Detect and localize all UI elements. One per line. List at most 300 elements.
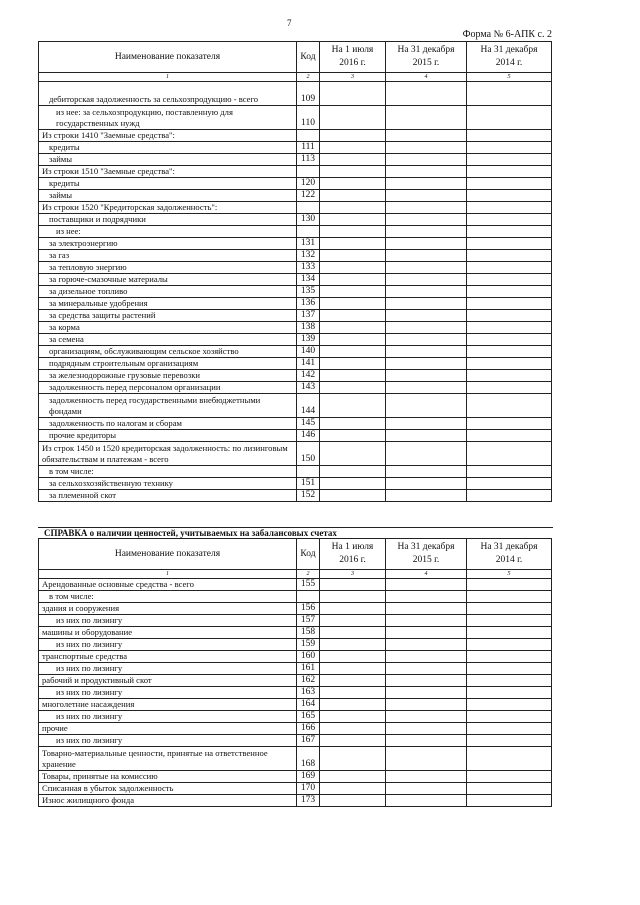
row-code: 166: [297, 723, 320, 735]
value-cell[interactable]: [386, 262, 467, 274]
row-label: машины и оборудование: [39, 627, 297, 639]
value-cell[interactable]: [386, 310, 467, 322]
value-cell[interactable]: [320, 478, 386, 490]
row-label: в том числе:: [39, 591, 297, 603]
value-cell[interactable]: [386, 214, 467, 226]
table-row: [39, 687, 552, 699]
value-cell[interactable]: [320, 687, 386, 699]
value-cell[interactable]: [320, 274, 386, 286]
value-cell[interactable]: [467, 603, 552, 615]
col-number-3: 3: [320, 570, 386, 579]
table-row: [39, 82, 552, 106]
value-cell[interactable]: [467, 466, 552, 478]
table-row: [39, 579, 552, 591]
value-cell[interactable]: [320, 747, 386, 771]
value-cell[interactable]: [386, 442, 467, 466]
off-balance-table: [38, 538, 552, 807]
value-cell[interactable]: [467, 771, 552, 783]
value-cell[interactable]: [467, 190, 552, 202]
value-cell[interactable]: [386, 274, 467, 286]
row-code: 110: [297, 106, 320, 130]
row-label: за горюче-смазочные материалы: [39, 274, 297, 286]
row-label: прочие кредиторы: [39, 430, 297, 442]
value-cell[interactable]: [386, 394, 467, 418]
row-code: 159: [297, 639, 320, 651]
value-cell[interactable]: [467, 382, 552, 394]
value-cell[interactable]: [320, 286, 386, 298]
value-cell[interactable]: [320, 190, 386, 202]
value-cell[interactable]: [386, 202, 467, 214]
row-label: организациям, обслуживающим сельское хозяйство: [39, 346, 297, 358]
table-row: [39, 627, 552, 639]
row-code: 133: [297, 262, 320, 274]
table-row: [39, 723, 552, 735]
value-cell[interactable]: [320, 346, 386, 358]
value-cell[interactable]: [386, 723, 467, 735]
value-cell[interactable]: [467, 238, 552, 250]
row-label: за железнодорожные грузовые перевозки: [39, 370, 297, 382]
value-cell[interactable]: [467, 579, 552, 591]
row-code: 170: [297, 783, 320, 795]
value-cell[interactable]: [320, 615, 386, 627]
col-number-3: 3: [320, 73, 386, 82]
row-label: дебиторская задолженность за сельхозпродукцию - всего: [39, 82, 297, 106]
value-cell[interactable]: [386, 226, 467, 238]
value-cell[interactable]: [320, 394, 386, 418]
value-cell[interactable]: [467, 106, 552, 130]
row-code: [297, 130, 320, 142]
value-cell[interactable]: [467, 310, 552, 322]
value-cell[interactable]: [386, 346, 467, 358]
value-cell[interactable]: [386, 591, 467, 603]
col-number-2: 2: [297, 570, 320, 579]
table-row: [39, 783, 552, 795]
value-cell[interactable]: [320, 771, 386, 783]
value-cell[interactable]: [386, 615, 467, 627]
row-label: рабочий и продуктивный скот: [39, 675, 297, 687]
row-label: из нее: за сельхозпродукцию, поставленную для государственных нужд: [39, 106, 297, 130]
row-label: Из строк 1450 и 1520 кредиторская задолженность: по лизинговым обязательствам и платежам - всего: [39, 442, 297, 466]
value-cell[interactable]: [467, 699, 552, 711]
value-cell[interactable]: [320, 82, 386, 106]
indicators-table: [38, 41, 552, 502]
row-code: 150: [297, 442, 320, 466]
table-row: [39, 478, 552, 490]
value-cell[interactable]: [320, 202, 386, 214]
row-code: 132: [297, 250, 320, 262]
value-cell[interactable]: [320, 490, 386, 502]
value-cell[interactable]: [386, 771, 467, 783]
value-cell[interactable]: [386, 178, 467, 190]
row-code: 167: [297, 735, 320, 747]
table-row: [39, 603, 552, 615]
table-row: [39, 106, 552, 130]
col-number-5: 5: [467, 73, 552, 82]
row-label: Из строки 1520 "Кредиторская задолженность":: [39, 202, 297, 214]
row-label: задолженность перед персоналом организации: [39, 382, 297, 394]
table-row: [39, 747, 552, 771]
value-cell[interactable]: [386, 418, 467, 430]
header-name: Наименование показателя: [39, 42, 297, 73]
table-row: [39, 358, 552, 370]
row-label: в том числе:: [39, 466, 297, 478]
value-cell[interactable]: [467, 226, 552, 238]
value-cell[interactable]: [386, 711, 467, 723]
header-col-1: На 1 июля 2016 г.: [320, 539, 386, 570]
value-cell[interactable]: [386, 334, 467, 346]
value-cell[interactable]: [467, 274, 552, 286]
row-label: за минеральные удобрения: [39, 298, 297, 310]
row-label: за тепловую энергию: [39, 262, 297, 274]
row-code: 142: [297, 370, 320, 382]
value-cell[interactable]: [467, 166, 552, 178]
row-label: за средства защиты растений: [39, 310, 297, 322]
value-cell[interactable]: [320, 603, 386, 615]
value-cell[interactable]: [386, 663, 467, 675]
value-cell[interactable]: [320, 226, 386, 238]
row-label: Износ жилищного фонда: [39, 795, 297, 807]
value-cell[interactable]: [320, 106, 386, 130]
row-code: 109: [297, 82, 320, 106]
row-label: поставщики и подрядчики: [39, 214, 297, 226]
value-cell[interactable]: [467, 286, 552, 298]
row-label: задолженность перед государственными внебюджетными фондами: [39, 394, 297, 418]
value-cell[interactable]: [386, 747, 467, 771]
value-cell[interactable]: [386, 795, 467, 807]
row-code: 136: [297, 298, 320, 310]
value-cell[interactable]: [320, 370, 386, 382]
value-cell[interactable]: [320, 130, 386, 142]
table-row: [39, 274, 552, 286]
value-cell[interactable]: [467, 478, 552, 490]
row-code: 163: [297, 687, 320, 699]
col-number-5: 5: [467, 570, 552, 579]
table-row: [39, 771, 552, 783]
table-row: [39, 430, 552, 442]
row-label: Товарно-материальные ценности, принятые на ответственное хранение: [39, 747, 297, 771]
value-cell[interactable]: [467, 490, 552, 502]
table-row: [39, 202, 552, 214]
row-code: 169: [297, 771, 320, 783]
value-cell[interactable]: [320, 466, 386, 478]
table-row: [39, 418, 552, 430]
table-row: [39, 615, 552, 627]
value-cell[interactable]: [320, 627, 386, 639]
value-cell[interactable]: [467, 639, 552, 651]
table-row: [39, 298, 552, 310]
row-label: из них по лизингу: [39, 639, 297, 651]
value-cell[interactable]: [467, 651, 552, 663]
value-cell[interactable]: [386, 735, 467, 747]
table-row: [39, 250, 552, 262]
value-cell[interactable]: [320, 579, 386, 591]
table-row: [39, 651, 552, 663]
row-code: 157: [297, 615, 320, 627]
value-cell[interactable]: [386, 603, 467, 615]
value-cell[interactable]: [467, 298, 552, 310]
row-label: кредиты: [39, 178, 297, 190]
row-code: 134: [297, 274, 320, 286]
value-cell[interactable]: [320, 699, 386, 711]
row-label: прочие: [39, 723, 297, 735]
table-row: [39, 226, 552, 238]
value-cell[interactable]: [320, 178, 386, 190]
value-cell[interactable]: [386, 166, 467, 178]
row-label: кредиты: [39, 142, 297, 154]
header-code: Код: [297, 42, 320, 73]
row-label: здания и сооружения: [39, 603, 297, 615]
value-cell[interactable]: [320, 418, 386, 430]
row-label: Товары, принятые на комиссию: [39, 771, 297, 783]
value-cell[interactable]: [467, 130, 552, 142]
table-row: [39, 711, 552, 723]
value-cell[interactable]: [386, 466, 467, 478]
form-label: Форма № 6-АПК с. 2: [462, 29, 552, 40]
row-code: 139: [297, 334, 320, 346]
header-col-1: На 1 июля 2016 г.: [320, 42, 386, 73]
value-cell[interactable]: [386, 783, 467, 795]
value-cell[interactable]: [320, 298, 386, 310]
row-code: 156: [297, 603, 320, 615]
value-cell[interactable]: [320, 639, 386, 651]
value-cell[interactable]: [386, 370, 467, 382]
header-col-3: На 31 декабря 2014 г.: [467, 539, 552, 570]
table-row: [39, 490, 552, 502]
value-cell[interactable]: [467, 442, 552, 466]
value-cell[interactable]: [386, 130, 467, 142]
value-cell[interactable]: [386, 142, 467, 154]
value-cell[interactable]: [467, 663, 552, 675]
value-cell[interactable]: [386, 699, 467, 711]
table-row: [39, 142, 552, 154]
value-cell[interactable]: [467, 675, 552, 687]
value-cell[interactable]: [467, 262, 552, 274]
value-cell[interactable]: [467, 615, 552, 627]
row-label: задолженность по налогам и сборам: [39, 418, 297, 430]
row-code: 135: [297, 286, 320, 298]
value-cell[interactable]: [467, 82, 552, 106]
row-code: 165: [297, 711, 320, 723]
row-code: 137: [297, 310, 320, 322]
row-code: 122: [297, 190, 320, 202]
value-cell[interactable]: [386, 286, 467, 298]
row-label: за семена: [39, 334, 297, 346]
value-cell[interactable]: [467, 202, 552, 214]
value-cell[interactable]: [386, 490, 467, 502]
row-code: 130: [297, 214, 320, 226]
row-code: [297, 466, 320, 478]
row-label: Из строки 1510 "Заемные средства":: [39, 166, 297, 178]
table-row: [39, 238, 552, 250]
row-label: за сельхозхозяйственную технику: [39, 478, 297, 490]
value-cell[interactable]: [320, 442, 386, 466]
row-code: 113: [297, 154, 320, 166]
row-code: 138: [297, 322, 320, 334]
value-cell[interactable]: [320, 382, 386, 394]
row-code: 146: [297, 430, 320, 442]
value-cell[interactable]: [320, 795, 386, 807]
value-cell[interactable]: [386, 154, 467, 166]
value-cell[interactable]: [320, 142, 386, 154]
value-cell[interactable]: [320, 591, 386, 603]
row-code: [297, 202, 320, 214]
row-code: 131: [297, 238, 320, 250]
table-row: [39, 382, 552, 394]
row-label: за электроэнергию: [39, 238, 297, 250]
value-cell[interactable]: [320, 238, 386, 250]
value-cell[interactable]: [320, 322, 386, 334]
value-cell[interactable]: [320, 262, 386, 274]
row-label: транспортные средства: [39, 651, 297, 663]
row-code: 160: [297, 651, 320, 663]
value-cell[interactable]: [386, 82, 467, 106]
table-row: [39, 214, 552, 226]
value-cell[interactable]: [320, 663, 386, 675]
row-label: из нее:: [39, 226, 297, 238]
row-code: 145: [297, 418, 320, 430]
section-title: СПРАВКА о наличии ценностей, учитываемых на забалансовых счетах: [44, 528, 337, 538]
table-row: [39, 735, 552, 747]
row-code: 143: [297, 382, 320, 394]
table-row: [39, 322, 552, 334]
row-label: из них по лизингу: [39, 711, 297, 723]
value-cell[interactable]: [467, 370, 552, 382]
value-cell[interactable]: [467, 735, 552, 747]
value-cell[interactable]: [386, 322, 467, 334]
row-code: [297, 226, 320, 238]
value-cell[interactable]: [467, 154, 552, 166]
value-cell[interactable]: [320, 310, 386, 322]
value-cell[interactable]: [386, 250, 467, 262]
row-code: 140: [297, 346, 320, 358]
row-code: 168: [297, 747, 320, 771]
value-cell[interactable]: [386, 382, 467, 394]
row-label: займы: [39, 154, 297, 166]
col-number-1: 1: [39, 570, 297, 579]
value-cell[interactable]: [320, 735, 386, 747]
value-cell[interactable]: [386, 358, 467, 370]
row-code: 144: [297, 394, 320, 418]
table-row: [39, 699, 552, 711]
header-col-3: На 31 декабря 2014 г.: [467, 42, 552, 73]
row-label: Списанная в убыток задолженность: [39, 783, 297, 795]
value-cell[interactable]: [386, 430, 467, 442]
table-row: [39, 591, 552, 603]
value-cell[interactable]: [320, 430, 386, 442]
value-cell[interactable]: [386, 478, 467, 490]
value-cell[interactable]: [467, 250, 552, 262]
value-cell[interactable]: [467, 687, 552, 699]
value-cell[interactable]: [467, 322, 552, 334]
value-cell[interactable]: [467, 795, 552, 807]
table-row: [39, 178, 552, 190]
value-cell[interactable]: [467, 591, 552, 603]
row-code: 120: [297, 178, 320, 190]
row-code: 141: [297, 358, 320, 370]
table-row: [39, 442, 552, 466]
value-cell[interactable]: [467, 418, 552, 430]
table-row: [39, 795, 552, 807]
value-cell[interactable]: [386, 639, 467, 651]
value-cell[interactable]: [320, 214, 386, 226]
row-label: за дизельное топливо: [39, 286, 297, 298]
value-cell[interactable]: [386, 687, 467, 699]
value-cell[interactable]: [320, 358, 386, 370]
value-cell[interactable]: [386, 627, 467, 639]
value-cell[interactable]: [320, 334, 386, 346]
value-cell[interactable]: [320, 250, 386, 262]
table-row: [39, 286, 552, 298]
table-row: [39, 262, 552, 274]
value-cell[interactable]: [467, 346, 552, 358]
value-cell[interactable]: [320, 783, 386, 795]
value-cell[interactable]: [467, 142, 552, 154]
value-cell[interactable]: [467, 747, 552, 771]
table-row: [39, 130, 552, 142]
row-label: за газ: [39, 250, 297, 262]
value-cell[interactable]: [467, 711, 552, 723]
value-cell[interactable]: [467, 430, 552, 442]
table-row: [39, 310, 552, 322]
header-name: Наименование показателя: [39, 539, 297, 570]
row-label: подрядным строительным организациям: [39, 358, 297, 370]
row-code: 162: [297, 675, 320, 687]
row-code: 111: [297, 142, 320, 154]
table-row: [39, 166, 552, 178]
row-code: 164: [297, 699, 320, 711]
value-cell[interactable]: [467, 178, 552, 190]
value-cell[interactable]: [386, 238, 467, 250]
row-label: Арендованные основные средства - всего: [39, 579, 297, 591]
col-number-4: 4: [386, 570, 467, 579]
value-cell[interactable]: [386, 298, 467, 310]
value-cell[interactable]: [386, 190, 467, 202]
table-row: [39, 639, 552, 651]
row-label: из них по лизингу: [39, 663, 297, 675]
value-cell[interactable]: [467, 394, 552, 418]
header-col-2: На 31 декабря 2015 г.: [386, 42, 467, 73]
value-cell[interactable]: [320, 154, 386, 166]
row-code: 152: [297, 490, 320, 502]
table-row: [39, 466, 552, 478]
col-number-2: 2: [297, 73, 320, 82]
row-label: из них по лизингу: [39, 687, 297, 699]
value-cell[interactable]: [386, 579, 467, 591]
value-cell[interactable]: [467, 723, 552, 735]
value-cell[interactable]: [320, 711, 386, 723]
value-cell[interactable]: [386, 675, 467, 687]
value-cell[interactable]: [320, 651, 386, 663]
value-cell[interactable]: [320, 723, 386, 735]
value-cell[interactable]: [467, 627, 552, 639]
value-cell[interactable]: [320, 675, 386, 687]
row-code: [297, 166, 320, 178]
value-cell[interactable]: [467, 334, 552, 346]
value-cell[interactable]: [386, 106, 467, 130]
value-cell[interactable]: [386, 651, 467, 663]
row-code: [297, 591, 320, 603]
table-row: [39, 190, 552, 202]
value-cell[interactable]: [467, 783, 552, 795]
value-cell[interactable]: [467, 214, 552, 226]
value-cell[interactable]: [467, 358, 552, 370]
page-number: 7: [287, 18, 292, 28]
table-row: [39, 675, 552, 687]
table-row: [39, 154, 552, 166]
row-label: многолетние насаждения: [39, 699, 297, 711]
row-label: за корма: [39, 322, 297, 334]
value-cell[interactable]: [320, 166, 386, 178]
